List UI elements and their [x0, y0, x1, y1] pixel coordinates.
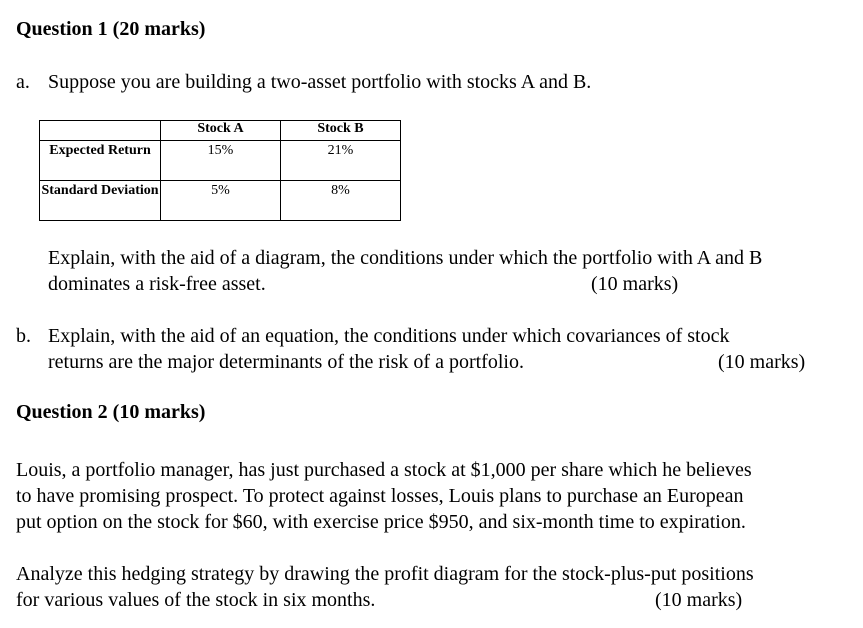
- q2-para2-line2: for various values of the stock in six months.: [16, 589, 376, 611]
- part-a-explain-line2: dominates a risk-free asset.: [48, 273, 266, 295]
- part-b-marks: (10 marks): [718, 351, 806, 373]
- q2-marks: (10 marks): [655, 589, 743, 611]
- q2-para1-line3: put option on the stock for $60, with exercise price $950, and six-month time to expiration.: [16, 511, 746, 533]
- cell-b-return: 21%: [281, 141, 401, 181]
- question-2-heading: Question 2 (10 marks): [16, 401, 206, 423]
- cell-a-sd: 5%: [161, 181, 281, 221]
- q2-para2-line1: Analyze this hedging strategy by drawing the profit diagram for the stock-plus-put positions: [16, 563, 754, 585]
- q2-para1-line1: Louis, a portfolio manager, has just purchased a stock at $1,000 per share which he believes: [16, 459, 752, 481]
- part-a-label: a.: [16, 71, 30, 93]
- row-header-expected-return: Expected Return: [40, 141, 161, 181]
- cell-b-sd: 8%: [281, 181, 401, 221]
- cell-a-return: 15%: [161, 141, 281, 181]
- table-corner: [40, 121, 161, 141]
- row-header-standard-deviation: Standard Deviation: [40, 181, 161, 221]
- col-header-stock-a: Stock A: [161, 121, 281, 141]
- col-header-stock-b: Stock B: [281, 121, 401, 141]
- part-a-intro: Suppose you are building a two-asset portfolio with stocks A and B.: [48, 71, 592, 93]
- part-b-line1: Explain, with the aid of an equation, the conditions under which covariances of stock: [48, 325, 730, 347]
- portfolio-table: [39, 120, 401, 221]
- table-row: [40, 141, 401, 181]
- question-1-heading: Question 1 (20 marks): [16, 18, 206, 40]
- part-b-line2: returns are the major determinants of the risk of a portfolio.: [48, 351, 524, 373]
- part-a-marks: (10 marks): [591, 273, 679, 295]
- q2-para1-line2: to have promising prospect. To protect against losses, Louis plans to purchase an European: [16, 485, 744, 507]
- table-row: [40, 181, 401, 221]
- part-b-label: b.: [16, 325, 31, 347]
- part-a-explain-line1: Explain, with the aid of a diagram, the conditions under which the portfolio with A and B: [48, 247, 763, 269]
